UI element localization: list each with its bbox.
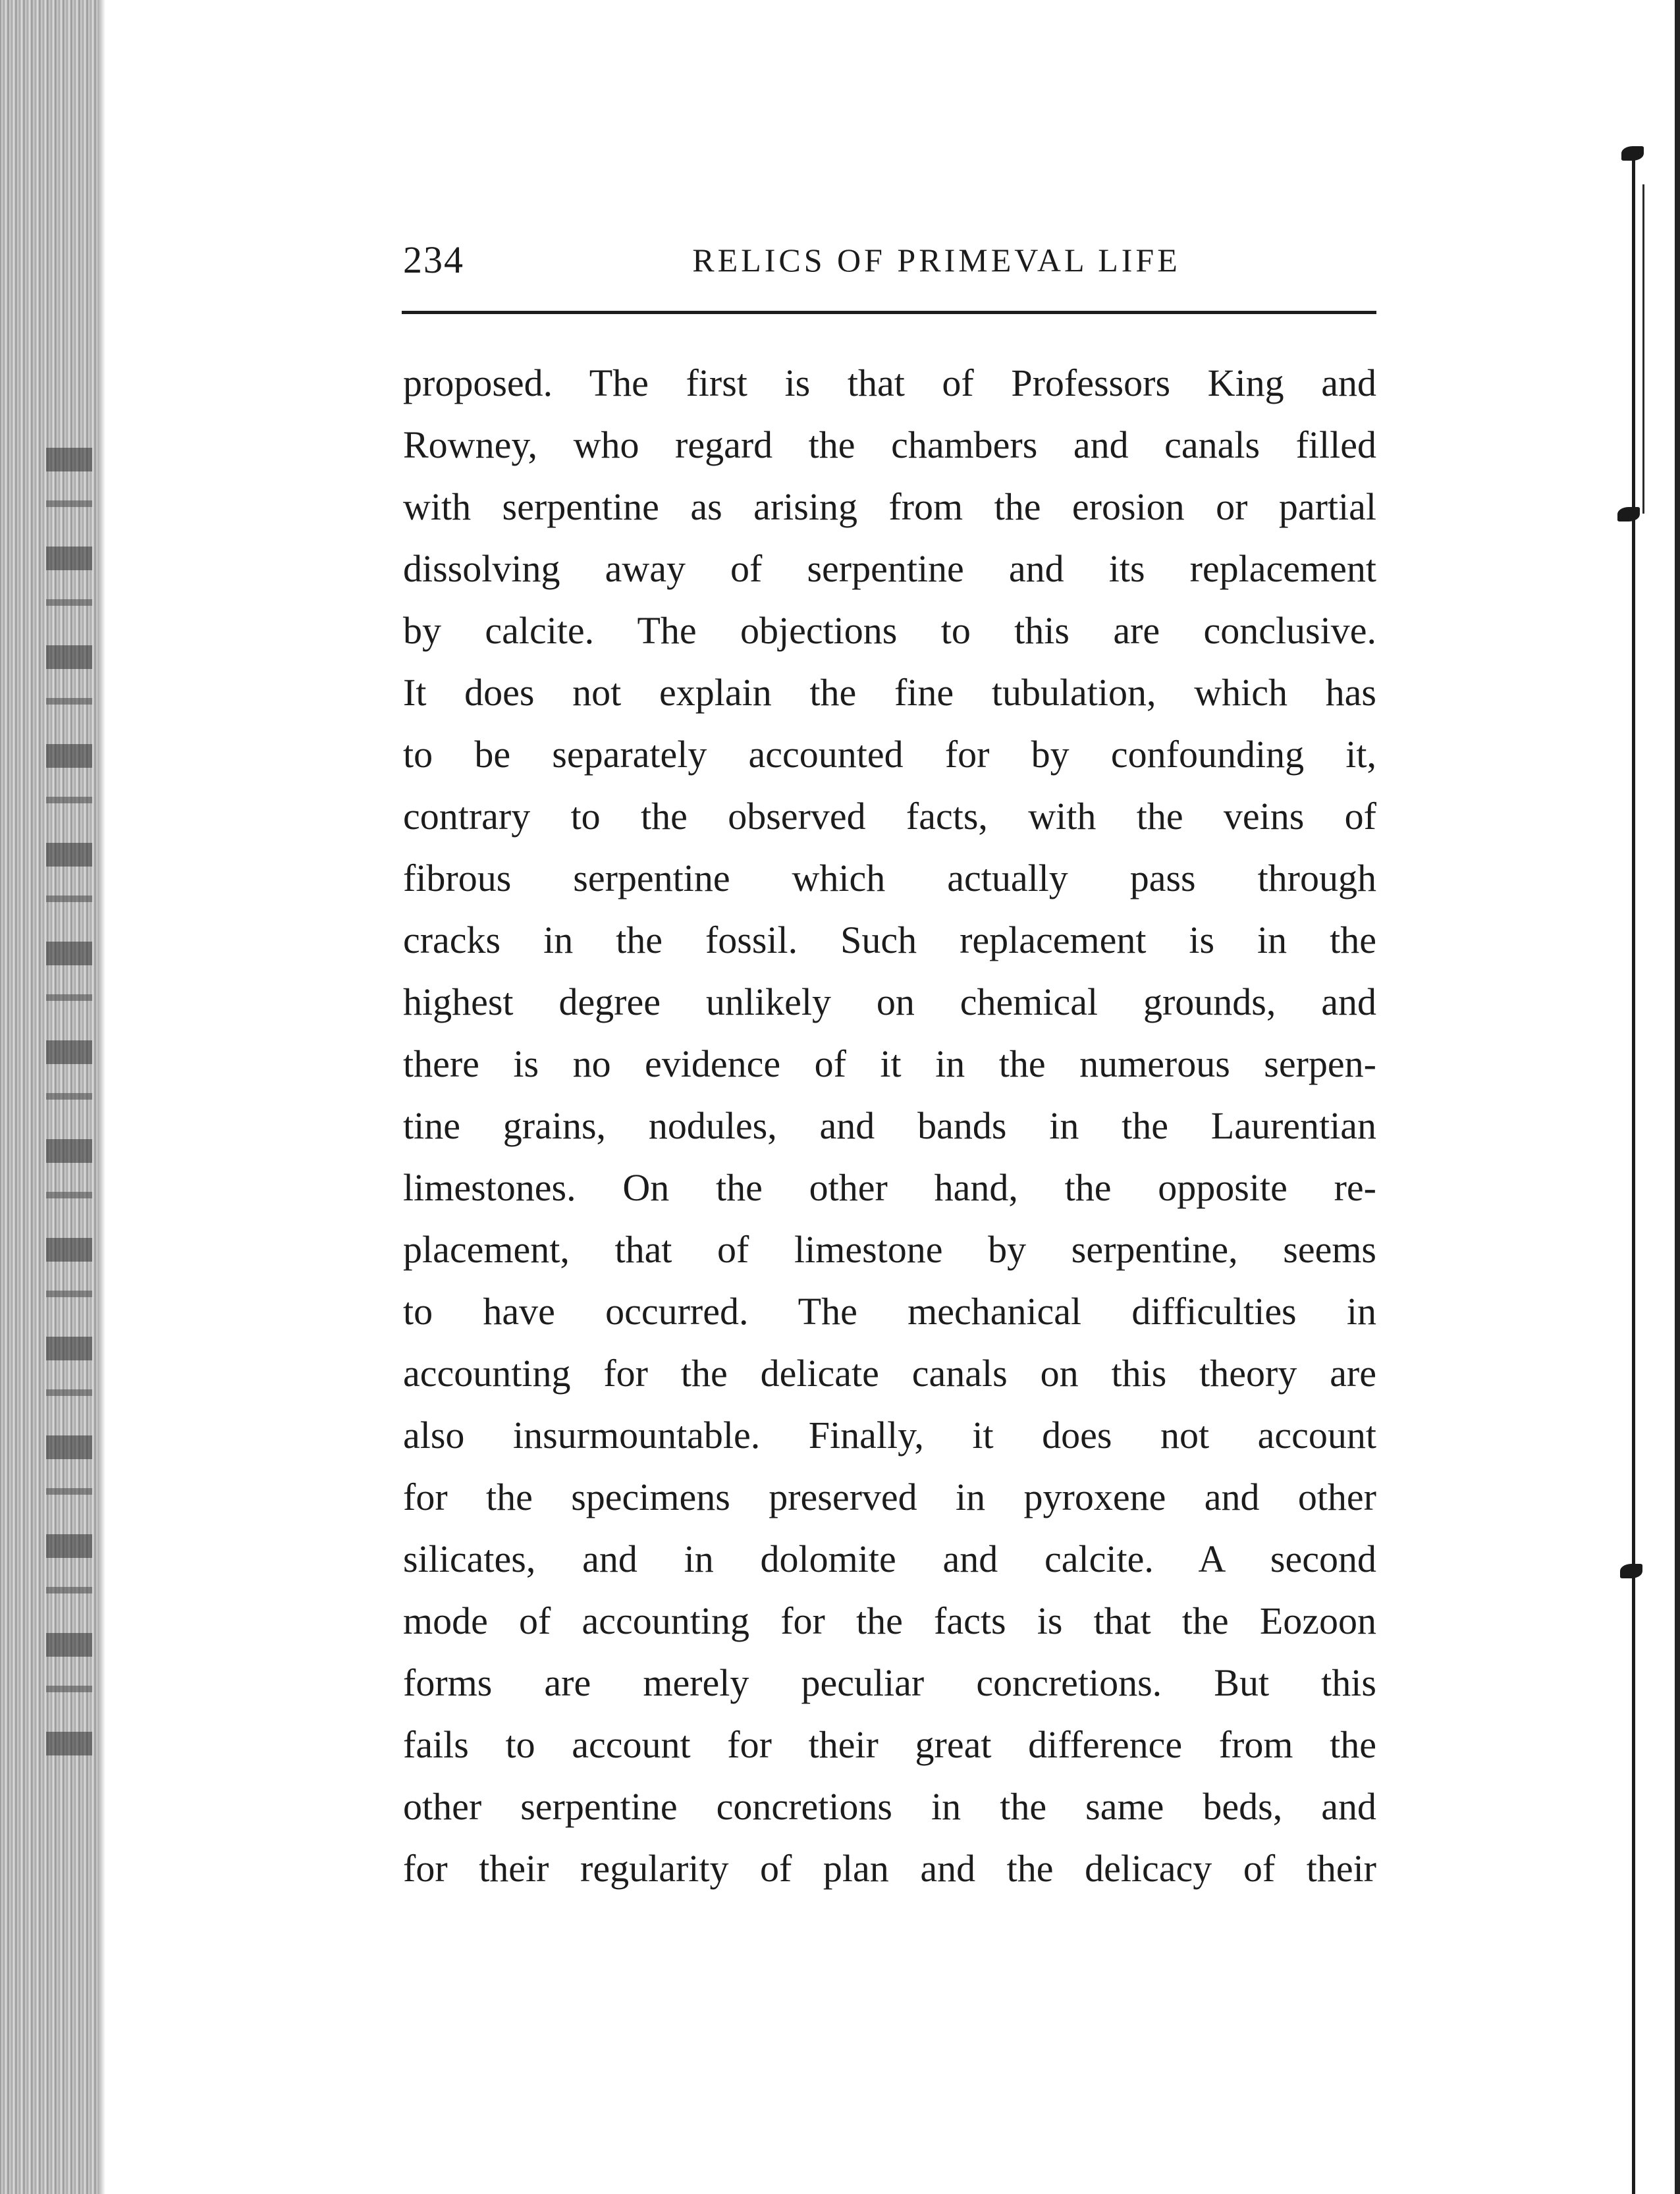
body-text (403, 352, 1376, 1900)
text-line: for the specimens preserved in pyroxene and other (403, 1476, 1376, 1518)
text-line: cracks in the fossil. Such replacement is in the (403, 919, 1376, 961)
text-line: tine grains, nodules, and bands in the Laurentian (403, 1104, 1376, 1147)
text-line: Rowney, who regard the chambers and canals filled (403, 423, 1376, 466)
text-line: fails to account for their great difference from the (403, 1723, 1376, 1766)
binding-strip (1604, 0, 1680, 2194)
text-line: placement, that of limestone by serpentine, seems (403, 1228, 1376, 1271)
running-head (403, 237, 1378, 283)
text-line: with serpentine as arising from the erosion or partial (403, 485, 1376, 528)
header-rule (402, 311, 1376, 314)
text-line: contrary to the observed facts, with the veins of (403, 795, 1376, 838)
text-line: proposed. The first is that of Professors King and (403, 361, 1376, 404)
text-line: to be separately accounted for by confounding it, (403, 733, 1376, 776)
text-line: mode of accounting for the facts is that the Eozoon (403, 1599, 1376, 1642)
binding-thread (1632, 151, 1635, 2194)
text-line: also insurmountable. Finally, it does not account (403, 1414, 1376, 1457)
text-line: other serpentine concretions in the same beds, and (403, 1785, 1376, 1828)
text-line: to have occurred. The mechanical difficulties in (403, 1290, 1376, 1333)
binding-knot-middle (1617, 507, 1640, 522)
text-line: dissolving away of serpentine and its replacement (403, 547, 1376, 590)
binding-knot-top (1621, 146, 1644, 161)
binding-thread-secondary (1642, 184, 1644, 514)
book-page-edge (0, 0, 99, 2194)
text-line: It does not explain the fine tubulation, which has (403, 671, 1376, 714)
scan-border (1675, 0, 1680, 2194)
text-line: limestones. On the other hand, the opposite re- (403, 1166, 1376, 1209)
text-line: forms are merely peculiar concretions. But this (403, 1661, 1376, 1704)
text-line: silicates, and in dolomite and calcite. A second (403, 1538, 1376, 1580)
text-line: highest degree unlikely on chemical grounds, and (403, 980, 1376, 1023)
text-line: by calcite. The objections to this are conclusive. (403, 609, 1376, 652)
text-line: there is no evidence of it in the numerous serpen- (403, 1042, 1376, 1085)
binding-knot-lower (1620, 1564, 1642, 1578)
running-title: RELICS OF PRIMEVAL LIFE (692, 242, 1181, 279)
text-line: for their regularity of plan and the delicacy of their (403, 1847, 1376, 1890)
page-number: 234 (403, 238, 464, 281)
text-line: accounting for the delicate canals on this theory are (403, 1352, 1376, 1395)
text-line: fibrous serpentine which actually pass through (403, 857, 1376, 899)
page-edge-ink-marks (46, 408, 92, 1758)
